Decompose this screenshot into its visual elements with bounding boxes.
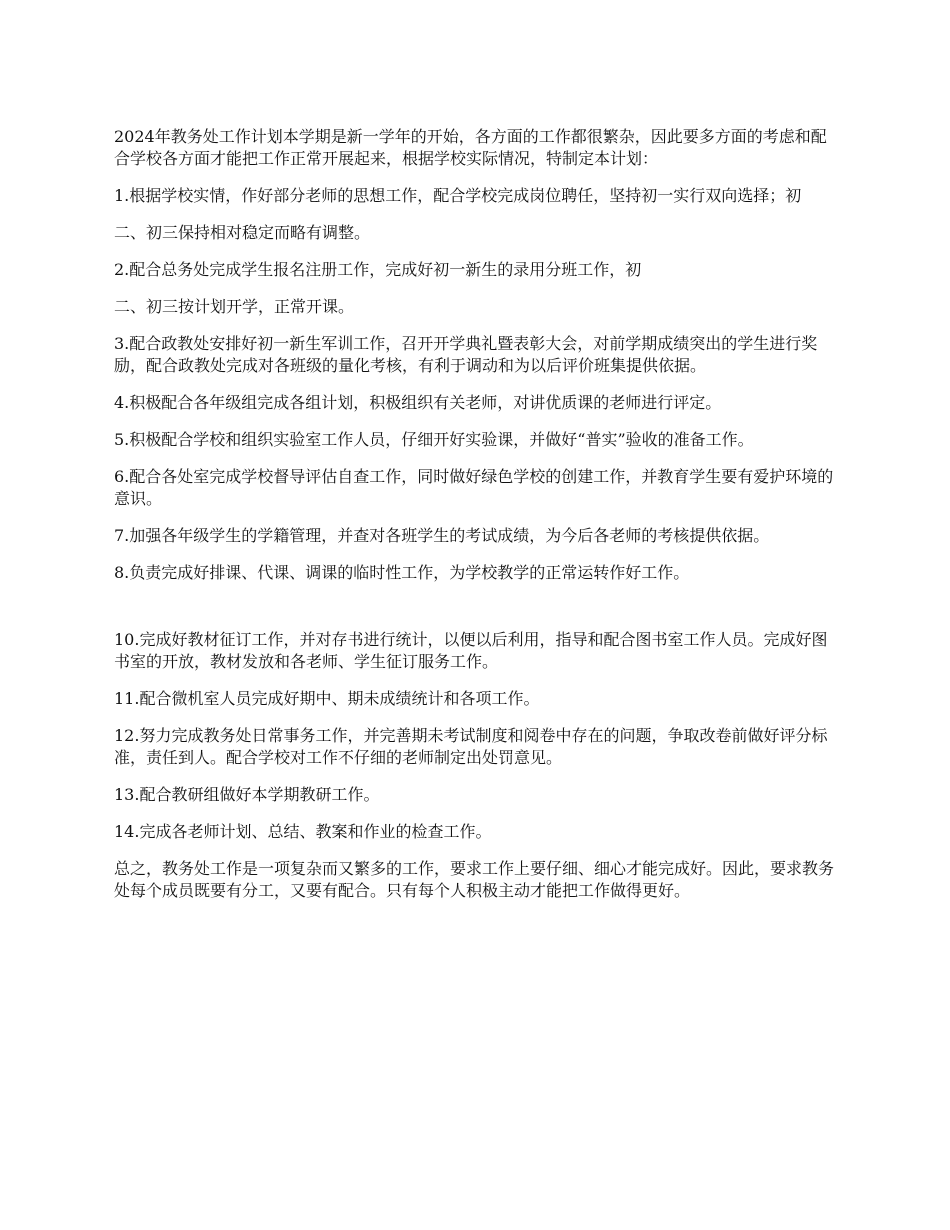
conclusion-paragraph: 总之，教务处工作是一项复杂而又繁多的工作，要求工作上要仔细、细心才能完成好。因此，要求教务处每个成员既要有分工，又要有配合。只有每个人积极主动才能把工作做得更好。 [114,859,835,900]
item-1-continuation: 二、初三保持相对稳定而略有调整。 [114,223,371,242]
item-7-paragraph: 7.加强各年级学生的学籍管理，并查对各班学生的考试成绩，为今后各老师的考核提供依据。 [114,526,770,545]
item-5-paragraph: 5.积极配合学校和组织实验室工作人员，仔细开好实验课，并做好“普实”验收的准备工作。 [114,430,754,449]
item-1-paragraph: 1.根据学校实情，作好部分老师的思想工作，配合学校完成岗位聘任，坚持初一实行双向选择；初 [114,186,802,205]
item-11-paragraph: 11.配合微机室人员完成好期中、期未成绩统计和各项工作。 [114,689,540,708]
paragraph-gap [114,599,840,629]
item-13-paragraph: 13.配合教研组做好本学期教研工作。 [114,785,380,804]
item-3-paragraph: 3.配合政教处安排好初一新生军训工作，召开开学典礼暨表彰大会，对前学期成绩突出的学生进行奖励，配合政教处完成对各班级的量化考核，有利于调动和为以后评价班集提供依据。 [114,334,818,375]
item-8-paragraph: 8.负责完成好排课、代课、调课的临时性工作，为学校教学的正常运转作好工作。 [114,563,690,582]
item-12-paragraph: 12.努力完成教务处日常事务工作，并完善期未考试制度和阅卷中存在的问题，争取改卷前做好评分标准，责任到人。配合学校对工作不仔细的老师制定出处罚意见。 [114,726,828,767]
item-2-paragraph: 2.配合总务处完成学生报名注册工作，完成好初一新生的录用分班工作，初 [114,260,642,279]
item-6-paragraph: 6.配合各处室完成学校督导评估自查工作，同时做好绿色学校的创建工作，并教育学生要有爱护环境的意识。 [114,467,834,508]
document-body [114,126,840,917]
item-2-continuation: 二、初三按计划开学，正常开课。 [114,297,355,316]
item-4-paragraph: 4.积极配合各年级组完成各组计划，积极组织有关老师，对讲优质课的老师进行评定。 [114,393,722,412]
item-10-paragraph: 10.完成好教材征订工作，并对存书进行统计，以便以后利用，指导和配合图书室工作人员。完成好图书室的开放，教材发放和各老师、学生征订服务工作。 [114,630,828,671]
item-14-paragraph: 14.完成各老师计划、总结、教案和作业的检查工作。 [114,822,492,841]
intro-paragraph: 2024年教务处工作计划本学期是新一学年的开始，各方面的工作都很繁杂，因此要多方面的考虑和配合学校各方面才能把工作正常开展起来，根据学校实际情况，特制定本计划： [114,127,827,168]
